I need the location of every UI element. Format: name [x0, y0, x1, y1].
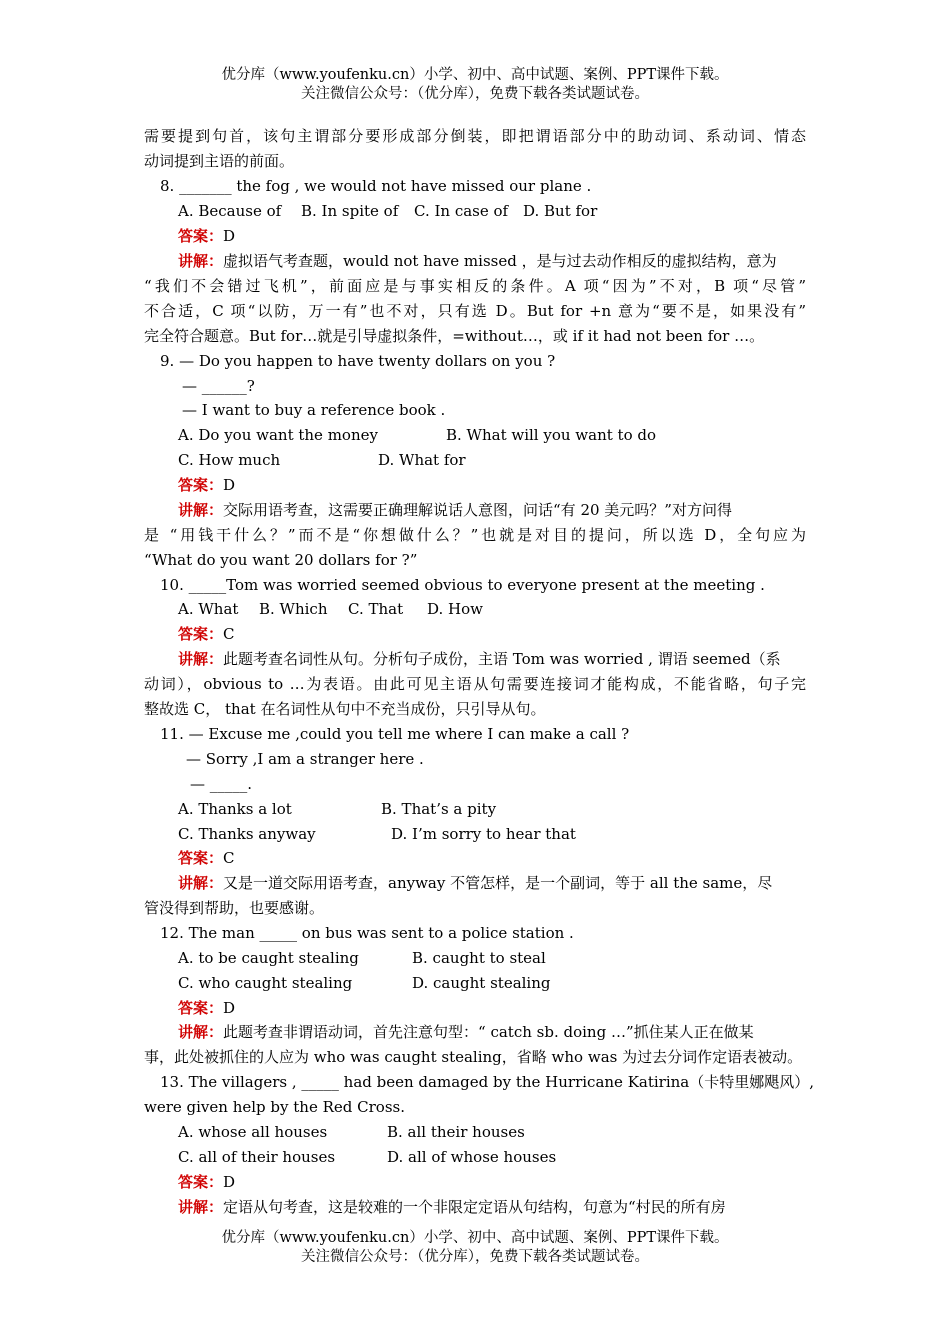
q8-option-a: A. Because of [178, 202, 282, 220]
q11-answer-value: C [223, 849, 235, 867]
q10-option-b: B. Which [259, 600, 328, 618]
q8-explain-text-1: 虚拟语气考查题，would not have missed ，是与过去动作相反的虚拟结构，意为 [223, 252, 777, 270]
explain-label: 讲解： [178, 1198, 224, 1216]
q12-option-c: C. who caught stealing [178, 974, 353, 992]
explain-label: 讲解： [178, 252, 224, 270]
q12-answer [178, 996, 840, 1020]
intro-line-2: 动词提到主语的前面。 [144, 152, 295, 170]
q9-explain-1 [178, 498, 806, 522]
q8-option-d: D. But for [523, 202, 598, 220]
q10-explain-1 [178, 647, 806, 671]
q11-option-c: C. Thanks anyway [178, 825, 316, 843]
q9-line-2: — ______? [182, 377, 255, 395]
q10-explain-3: 整故选 C， that 在名词性从句中不充当成份，只引导从句。 [144, 700, 546, 718]
intro-line-1: 需要提到句首，该句主谓部分要形成部分倒装，即把谓语部分中的助动词、系动词、情态 [144, 127, 806, 145]
answer-label: 答案： [178, 849, 224, 867]
explain-label: 讲解： [178, 1023, 224, 1041]
q11-line-3: — _____. [190, 775, 253, 793]
q13-option-c: C. all of their houses [178, 1148, 336, 1166]
page-footer-line2: 关注微信公众号：（优分库），免费下载各类试题试卷。 [301, 1249, 649, 1265]
q10-option-d: D. How [427, 600, 483, 618]
q13-line-2: were given help by the Red Cross. [144, 1098, 405, 1116]
q12-option-b: B. caught to steal [412, 949, 546, 967]
q12-explain-2: 事，此处被抓住的人应为 who was caught stealing，省略 who was 为过去分词作定语表被动。 [144, 1048, 803, 1066]
q9-answer-value: D [223, 476, 236, 494]
q8-answer-value: D [223, 227, 236, 245]
page-footer-line1: 优分库（www.youfenku.cn）小学、初中、高中试题、案例、PPT课件下载。 [221, 1230, 729, 1246]
q11-explain-text-1: 又是一道交际用语考查，anyway 不管怎样，是一个副词，等于 all the same，尽 [223, 874, 773, 892]
q12-option-a: A. to be caught stealing [178, 949, 359, 967]
q13-option-b: B. all their houses [387, 1123, 525, 1141]
q13-explain-text-1: 定语从句考查，这是较难的一个非限定定语从句结构，句意为“村民的所有房 [223, 1198, 726, 1216]
q12-explain-1 [178, 1020, 806, 1044]
q8-explain-3: 不合适，C 项“以防，万一有”也不对，只有选 D。But for +n 意为“要不是，如果没有” [144, 302, 806, 320]
q10-option-c: C. That [348, 600, 404, 618]
q8-explain-2: “我们不会错过飞机”，前面应是与事实相反的条件。A 项“因为”不对，B 项“尽管” [144, 277, 806, 295]
q11-option-a: A. Thanks a lot [178, 800, 292, 818]
q9-line-3: — I want to buy a reference book . [182, 401, 446, 419]
q12-option-d: D. caught stealing [412, 974, 551, 992]
q8-answer [178, 224, 840, 248]
q11-explain-1 [178, 871, 806, 895]
explain-label: 讲解： [178, 874, 224, 892]
q9-explain-text-1: 交际用语考查，这需要正确理解说话人意图，问话“有 20 美元吗？”对方问得 [223, 501, 732, 519]
q11-option-b: B. That’s a pity [381, 800, 497, 818]
q9-option-b: B. What will you want to do [446, 426, 657, 444]
q10-answer-value: C [223, 625, 235, 643]
q13-option-a: A. whose all houses [178, 1123, 328, 1141]
answer-label: 答案： [178, 227, 224, 245]
q9-option-d: D. What for [378, 451, 466, 469]
q8-explain-1 [178, 249, 806, 273]
page-header-line1: 优分库（www.youfenku.cn）小学、初中、高中试题、案例、PPT课件下载。 [221, 67, 729, 83]
q11-answer [178, 846, 840, 870]
answer-label: 答案： [178, 999, 224, 1017]
q13-stem: 13. The villagers , _____ had been damaged by the Hurricane Katirina（卡特里娜飓风）, [160, 1073, 815, 1091]
q10-answer [178, 622, 840, 646]
q9-explain-2: 是 “用钱干什么？”而不是“你想做什么？”也就是对目的提问，所以选 D，全句应为 [144, 526, 806, 544]
answer-label: 答案： [178, 1173, 224, 1191]
q9-answer [178, 473, 840, 497]
q13-explain-1 [178, 1195, 806, 1219]
q10-explain-text-1: 此题考查名词性从句。分析句子成份，主语 Tom was worried , 谓语 seemed（系 [223, 650, 781, 668]
q8-explain-4: 完全符合题意。But for…就是引导虚拟条件，=without…，或 if it had not been for …。 [144, 327, 765, 345]
q8-option-c: C. In case of [414, 202, 509, 220]
q8-stem: 8. _______ the fog , we would not have missed our plane . [160, 177, 592, 195]
q12-explain-text-1: 此题考查非谓语动词，首先注意句型：“ catch sb. doing …”抓住某人正在做某 [223, 1023, 754, 1041]
q11-explain-2: 管没得到帮助，也要感谢。 [144, 899, 325, 917]
q13-answer-value: D [223, 1173, 236, 1191]
q11-stem: 11. — Excuse me ,could you tell me where I can make a call ? [160, 725, 630, 743]
q11-line-2: — Sorry ,I am a stranger here . [186, 750, 424, 768]
q12-answer-value: D [223, 999, 236, 1017]
q9-explain-3: “What do you want 20 dollars for ?” [144, 551, 418, 569]
q13-option-d: D. all of whose houses [387, 1148, 557, 1166]
q10-option-a: A. What [178, 600, 239, 618]
q9-stem: 9. — Do you happen to have twenty dollars on you ? [160, 352, 556, 370]
explain-label: 讲解： [178, 501, 224, 519]
q9-option-c: C. How much [178, 451, 281, 469]
explain-label: 讲解： [178, 650, 224, 668]
q8-option-b: B. In spite of [301, 202, 399, 220]
q12-stem: 12. The man _____ on bus was sent to a police station . [160, 924, 574, 942]
answer-label: 答案： [178, 625, 224, 643]
q11-option-d: D. I’m sorry to hear that [391, 825, 576, 843]
q10-stem: 10. _____Tom was worried seemed obvious to everyone present at the meeting . [160, 576, 765, 594]
answer-label: 答案： [178, 476, 224, 494]
q10-explain-2: 动词），obvious to …为表语。由此可见主语从句需要连接词才能构成，不能省略，句子完 [144, 675, 806, 693]
q13-answer [178, 1170, 840, 1194]
q9-option-a: A. Do you want the money [178, 426, 378, 444]
page-header-line2: 关注微信公众号：（优分库），免费下载各类试题试卷。 [301, 86, 649, 102]
